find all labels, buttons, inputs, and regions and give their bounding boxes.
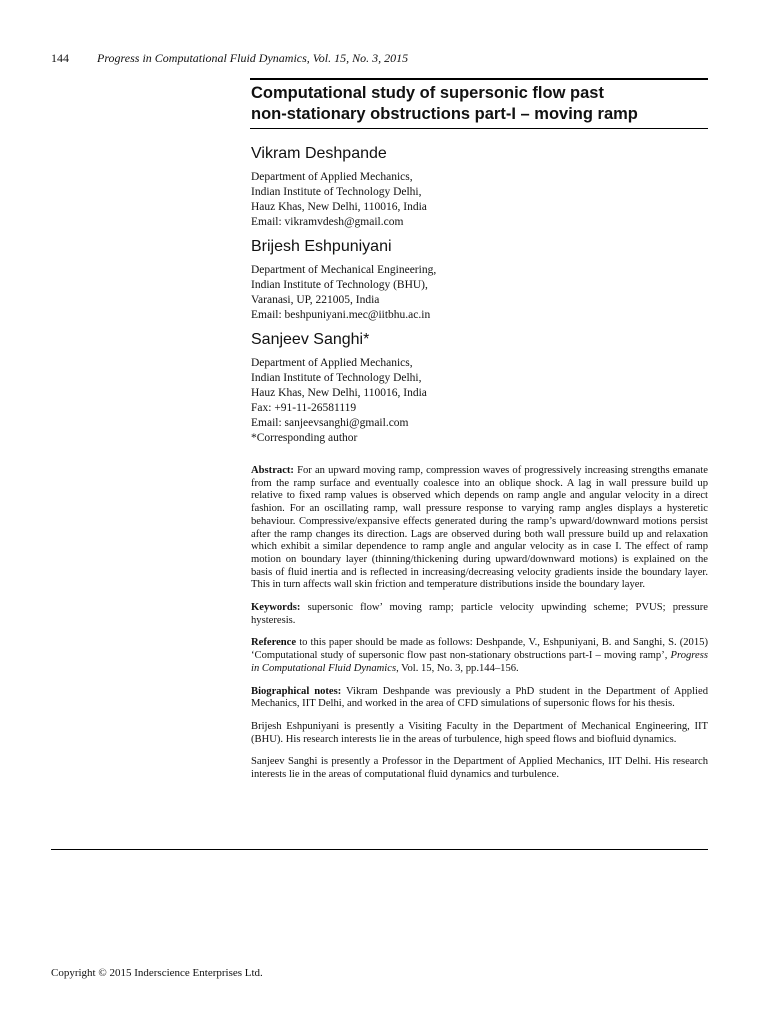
reference-text: to this paper should be made as follows: Deshpande, V., Eshpuniyani, B. and Sanghi, S. (2015) ‘Computational study of supersonic flow past non-stationary obstructions part-I – moving ramp’, [251, 637, 708, 662]
affiliation-line: Hauz Khas, New Delhi, 110016, India [251, 387, 427, 399]
keywords [251, 602, 708, 627]
reference-journal: Progress in Computational Fluid Dynamics [251, 650, 708, 674]
page-number: 144 [51, 51, 69, 65]
abstract-label: Abstract: [251, 465, 294, 476]
author-block [251, 143, 711, 230]
bio-paragraph: Sanjeev Sanghi is presently a Professor in the Department of Applied Mechanics, IIT Delhi. His research interests lie in the areas of computational fluid dynamics and turbulence. [251, 756, 708, 781]
affiliation-line: Hauz Khas, New Delhi, 110016, India [251, 201, 427, 213]
title-top-rule [250, 78, 708, 80]
abstract-text: For an upward moving ramp, compression waves of progressively increasing strengths emanate from the ramp surface and eventually coalesce into an oblique shock. A lag in wall pressure build up relative to fixed ramp values is observed which depends on ramp angle and angular velocity in a direct fashion. For an oscillating ramp, wall pressure response to varying ramp angles displays a hysteretic behaviour. Compressive/expansive effects generated during the ramp’s upward/downward motions persist after the ramp changes its direction. Lags are observed during both wall pressure build up and relaxation which exhibit a similar dependence to ramp angle and angular velocity as in case I. The effect of ramp motion on boundary layer (thinning/thickening during upward/downward motions) is explained on the basis of fluid inertia and is reflected in increasing/decreasing velocity gradients inside the boundary layer. This in turn affects wall skin friction and temperature distributions inside the boundary layer. [251, 465, 708, 591]
affiliation-line: Department of Applied Mechanics, [251, 357, 413, 369]
paper-title [251, 83, 711, 125]
affiliation-line: Department of Mechanical Engineering, [251, 264, 437, 276]
bio-paragraph: Brijesh Eshpuniyani is presently a Visiting Faculty in the Department of Mechanical Engineering, IIT (BHU). His research interests lie in the areas of turbulence, high speed flows and biofluid dynamics. [251, 720, 708, 745]
section-bottom-rule [51, 849, 708, 850]
author-block [251, 329, 711, 446]
bio-label: Biographical notes: [251, 685, 342, 697]
title-line-1: Computational study of supersonic flow past [251, 84, 604, 102]
author-block [251, 236, 711, 323]
reference-label: Reference [251, 637, 297, 649]
running-header [51, 50, 408, 66]
affiliation-line: Indian Institute of Technology Delhi, [251, 186, 422, 198]
journal-citation: Progress in Computational Fluid Dynamics, Vol. 15, No. 3, 2015 [97, 51, 409, 65]
author-name: Sanjeev Sanghi* [251, 331, 370, 348]
copyright-notice: Copyright © 2015 Inderscience Enterprises Ltd. [51, 967, 263, 979]
affiliation-line: Department of Applied Mechanics, [251, 171, 413, 183]
author-fax: Fax: +91-11-26581119 [251, 402, 357, 414]
author-email[interactable]: Email: beshpuniyani.mec@iitbhu.ac.in [251, 309, 431, 321]
author-name: Vikram Deshpande [251, 145, 387, 162]
corresponding-author-note: *Corresponding author [251, 432, 358, 444]
author-email[interactable]: Email: vikramvdesh@gmail.com [251, 216, 404, 228]
author-email[interactable]: Email: sanjeevsanghi@gmail.com [251, 417, 409, 429]
front-matter-body [251, 465, 708, 792]
reference [251, 637, 708, 675]
affiliation-line: Indian Institute of Technology (BHU), [251, 279, 428, 291]
keywords-text: supersonic flow’ moving ramp; particle velocity upwinding scheme; PVUS; pressure hysteresis. [251, 602, 709, 626]
bio-text: Vikram Deshpande was previously a PhD student in the Department of Applied Mechanics, IIT Delhi, and worked in the area of CFD simulations of supersonic flows for his thesis. [251, 685, 708, 710]
affiliation-line: Indian Institute of Technology Delhi, [251, 372, 422, 384]
affiliation-line: Varanasi, UP, 221005, India [251, 294, 380, 306]
keywords-label: Keywords: [251, 602, 301, 614]
abstract [251, 465, 708, 592]
author-list [251, 143, 711, 452]
title-bottom-rule [250, 128, 708, 129]
reference-details: , Vol. 15, No. 3, pp.144–156. [396, 662, 519, 674]
title-line-2: non-stationary obstructions part-I – moving ramp [251, 105, 638, 123]
author-name: Brijesh Eshpuniyani [251, 238, 392, 255]
bio-paragraph [251, 686, 708, 711]
